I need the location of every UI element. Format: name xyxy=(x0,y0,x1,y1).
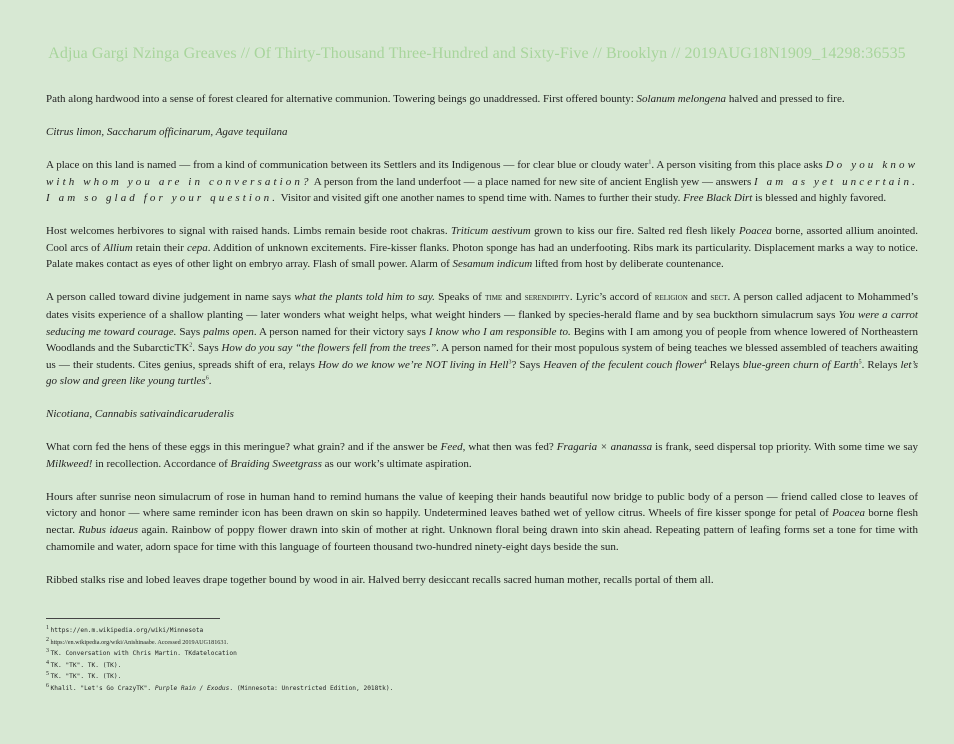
footnote-ref-4[interactable]: 4 xyxy=(703,359,707,366)
paragraph-3: A place on this land is named — from a kind of communication between its Settlers and its Indigenous — for clear blue or cloudy water$^1$. A person visiting from this place asks Do you know with whom you are in conversation? A person from the land underfoot — a place named for new site of ancient English yew — answers I am as yet uncertain. I am so glad for your question. Visitor and visited gift one another names to spend time with. Names to further their study. Free Black Dirt is blessed and highly favored. xyxy=(46,158,918,205)
footnote-divider xyxy=(46,618,220,619)
document-title: Adjua Gargi Nzinga Greaves // Of Thirty-Thousand Three-Hundred and Sixty-Five // Brooklyn // 2019AUG18N1909_14298:36535 xyxy=(48,45,906,62)
footnote-ref-1[interactable]: 1 xyxy=(648,159,652,166)
footnote-3: $^3$ TK. Conversation with Chris Martin. TKdatelocation xyxy=(46,647,237,657)
paragraph-2: Citrus limon, Saccharum officinarum, Agave tequilana xyxy=(46,125,288,138)
paragraph-1: Path along hardwood into a sense of forest cleared for alternative communion. Towering beings go unaddressed. First offered bounty: Solanum melongena halved and pressed to fire. xyxy=(46,93,845,105)
paragraph-5: A person called toward divine judgement in name says what the plants told him to say. Speaks of time and serendipity. Lyric’s accord of religion and sect. A person called adjacent to Mohammed’s dates visits experience of a shallow planting — later wonders what weight helps, what weight hinders — flanked by species-herald flame and by sea buckthorn simulacrum says You were a carrot seducing me toward courage. Says palms open. A person named for their victory says I know who I am responsible to. Begins with I am among you of people from whence lowered of Northeastern Woodlands and the SubarcticTK$^2$. Says How do you say “the flowers fell from the trees”. A person named for their most populous system of being teaches we blessed assembled of teachers awaiting us — their students. Cites genius, spreads shift of era, relays How do we know we’re NOT living in Hell$^3$? Says Heaven of the feculent couch flower$^4$ Relays blue-green churn of Earth$^5$. Relays let’s go slow and green like young turtles$^6$. xyxy=(46,291,919,388)
document-body xyxy=(46,91,918,605)
footnote-4: $^4$ TK. "TK". TK. (TK). xyxy=(46,659,122,669)
paragraph-7: What corn fed the hens of these eggs in this meringue? what grain? and if the answer be Feed, what then was fed? Fragaria × ananassa is frank, seed dispersal top priority. With some time we say Milkweed! in recollection. Accordance of Braiding Sweetgrass as our work’s ultimate aspiration. xyxy=(46,441,918,470)
footnote-5: $^5$ TK. "TK". TK. (TK). xyxy=(46,670,122,680)
paragraph-4: Host welcomes herbivores to signal with raised hands. Limbs remain beside root chakras. Triticum aestivum grown to kiss our fire. Salted red flesh likely Poacea borne, assorted allium anointed. Cool arcs of Allium retain their cepa. Addition of unknown excitements. Fire-kisser flanks. Photon sponge has had an underfooting. Ribs mark its particularity. Displacement marks a way to notice. Palate makes contact as eyes of other light on embryo array. Flash of small power. Alarm of Sesamum indicum lifted from host by deliberate countenance. xyxy=(46,225,919,271)
footnote-ref-3[interactable]: 3 xyxy=(508,359,512,366)
footnote-ref-5[interactable]: 5 xyxy=(858,359,862,366)
footnote-ref-2[interactable]: 2 xyxy=(189,342,193,349)
footnotes xyxy=(46,625,393,694)
footnote-6: $^6$ Khalil. "Let's Go CrazyTK". Purple Rain / Exodus. (Minnesota: Unrestricted Edition, 2018tk). xyxy=(46,682,394,692)
footnote-2: $^2$ https://en.wikipedia.org/wiki/Anishinaabe. Accessed 2019AUG181631. xyxy=(46,636,229,646)
footnote-ref-6[interactable]: 6 xyxy=(205,375,209,382)
footnote-1: $^1$ https://en.m.wikipedia.org/wiki/Minnesota xyxy=(46,624,204,634)
paragraph-9: Ribbed stalks rise and lobed leaves drape together bound by wood in air. Halved berry desiccant recalls sacred human mother, recalls portal of them all. xyxy=(46,573,714,586)
paragraph-8: Hours after sunrise neon simulacrum of rose in human hand to remind humans the value of keeping their hands beautiful now bridge to public body of a person — friend called close to leaves of victory and honor — where same reminder icon has been drawn on skin so happily. Undetermined leaves bathed wet of yellow citrus. Wheels of fire kisser sponge for petal of Poacea borne flesh nectar. Rubus idaeus again. Rainbow of poppy flower drawn into skin of mother at right. Unknown floral being drawn into skin ahead. Repeating pattern of leafing forms set a tone for time with chamomile and water, adorn space for time with this language of fourteen thousand two-hundred ninety-eight days beside the sun. xyxy=(46,490,918,553)
paragraph-6: Nicotiana, Cannabis sativaindicaruderalis xyxy=(46,408,234,421)
